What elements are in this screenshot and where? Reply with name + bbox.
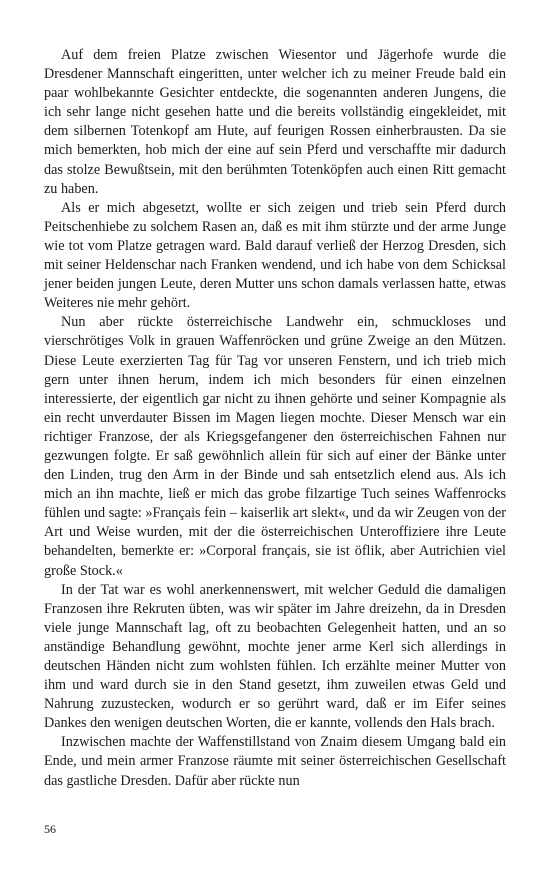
paragraph: Als er mich abgesetzt, wollte er sich zeigen und trieb sein Pferd durch Peitschenhiebe zu solchem Rasen an, daß es mit ihm stürzte und der arme Junge wie tot vom Platze getragen ward. Bald darauf verließ der Herzog Dresden, sich mit seiner Heldenschar nach Franken wendend, und ich habe von dem Schicksal jener beiden jungen Leute, deren Mutter uns schon damals verlassen hatte, etwas Weiteres nie mehr gehört. (44, 199, 506, 312)
paragraph: Nun aber rückte österreichische Landwehr ein, schmuckloses und vierschrötiges Volk in grauen Waffenröcken und grüne Zweige an den Mützen. Diese Leute exerzierten Tag für Tag vor unseren Fenstern, und ich trieb mich gern unter ihnen herum, indem ich mich besonders für einen einzelnen interessierte, der eigentlich gar nicht zu ihnen gehörte und seiner Kompagnie als ein recht unverdauter Bissen im Magen liegen mochte. Dieser Mensch war ein richtiger Franzose, der als Kriegsgefangener den österreichischen Fahnen nur gezwungen folgte. Er saß gewöhnlich allein für sich auf einer der Bänke unter den Linden, trug den Arm in der Binde und sah entsetzlich elend aus. Als ich mich an ihn machte, ließ er mich das grobe filzartige Tuch seines Waffenrocks fühlen und sagte: »Français fein – kaiserlik art slekt«, und da wir Zeugen von der Art und Weise wurden, mit der die österreichischen Unteroffiziere ihre Leute behandelten, bemerkte er: »Corporal français, sie ist öflik, aber Autrichien viel große Stock.« (44, 314, 506, 579)
paragraph: Inzwischen machte der Waffenstillstand von Znaim diesem Umgang bald ein Ende, und mein armer Franzose räumte mit seiner österreichischen Gesellschaft das gastliche Dresden. Dafür aber rückte nun (44, 734, 506, 789)
paragraph: Auf dem freien Platze zwischen Wiesentor und Jägerhofe wurde die Dresdener Mannschaft eingeritten, unter welcher ich zu meiner Freude bald ein paar wohlbekannte Gesichter entdeckte, die sogenannten anderen Jungens, die ich sehr lange nicht gesehen hatte und die bereits vollständig eingekleidet, mit dem silbernen Totenkopf am Hute, auf feurigen Rossen einherbrausten. Da sie mich bemerkten, hob mich der eine auf sein Pferd und verschaffte mir dadurch das stolze Bewußtsein, mit den berühmten Totenköpfen auch einen Ritt gemacht zu haben. (44, 47, 506, 197)
paragraph: In der Tat war es wohl anerkennenswert, mit welcher Geduld die damaligen Franzosen ihre Rekruten übten, was wir später im Jahre dreizehn, da in Dresden viele junge Mannschaft lag, oft zu beobachten Gelegenheit hatten, und an so anständige Behandlung gewöhnt, mochte jener arme Kerl sich allerdings in deutschen Händen nicht zum wohlsten fühlen. Ich erzählte meiner Mutter von ihm und ward durch sie in den Stand gesetzt, ihm zuweilen etwas Geld und Nahrung zuzustecken, wodurch er so gerührt ward, daß er im Eifer seines Dankes den wenigen deutschen Worten, die er kannte, vollends den Hals brach. (44, 581, 506, 732)
page-number: 56 (44, 822, 56, 836)
body-text (44, 46, 506, 791)
